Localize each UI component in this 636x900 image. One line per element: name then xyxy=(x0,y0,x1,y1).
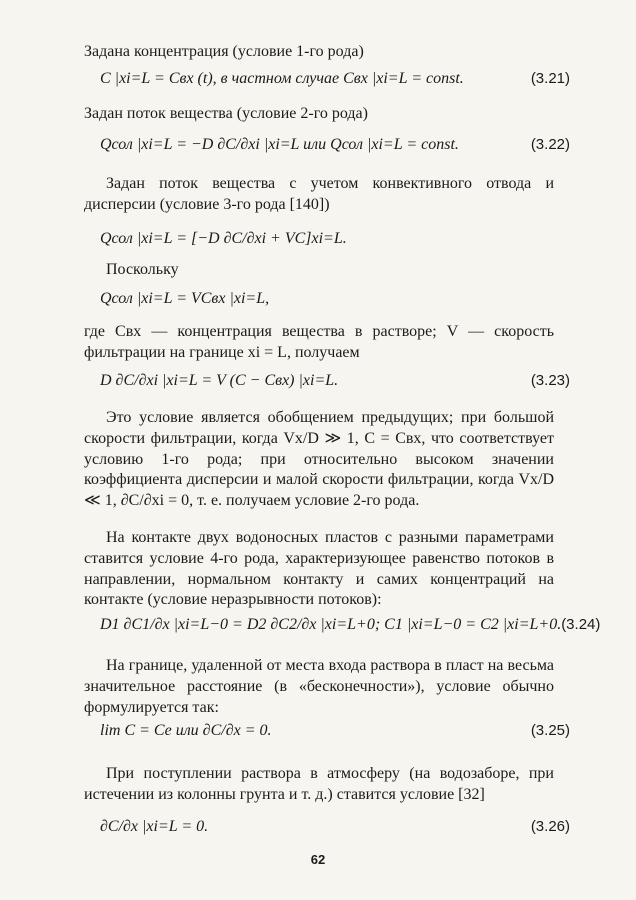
equation-number: (3.24) xyxy=(561,616,601,634)
equation-3-21 xyxy=(100,62,570,96)
equation-formula: ∂C/∂x |xi=L = 0. xyxy=(100,817,209,835)
equation-number: (3.26) xyxy=(530,818,570,836)
equation-formula: C |xi=L = Cвх (t), в частном случае Cвх |xi=L = const. xyxy=(100,69,464,87)
equation-formula: lim C = Ce или ∂C/∂x = 0. xyxy=(100,721,272,739)
equation-formula: D1 ∂C1/∂x |xi=L−0 = D2 ∂C2/∂x |xi=L+0; C1 |xi=L−0 = C2 |xi=L+0. xyxy=(100,615,562,633)
equation-number: (3.22) xyxy=(530,136,570,154)
equation-formula: Qсол |xi=L = VCвх |xi=L, xyxy=(100,289,270,307)
paragraph-3: Задан поток вещества с учетом конвективного отвода и дисперсии (условие 3-го рода [140]) xyxy=(84,175,554,213)
equation-qsol xyxy=(100,282,570,316)
equation-formula: Qсол |xi=L = [−D ∂C/∂xi + VC]xi=L. xyxy=(100,229,347,247)
equation-formula: Qсол |xi=L = −D ∂C/∂xi |xi=L или Qсол |xi=L = const. xyxy=(100,135,459,153)
equation-number: (3.25) xyxy=(530,722,570,740)
paragraph-2: Задан поток вещества (условие 2-го рода) xyxy=(84,105,368,122)
equation-number: (3.21) xyxy=(530,70,570,88)
paragraph-6: Это условие является обобщением предыдущих; при большой скорости фильтрации, когда Vx/D ≫ 1, C = Cвх, что соответствует условию 1-го рода; при относительно высоком значении коэффициента дисперсии и малой скорости фильтрации, когда Vx/D ≪ 1, ∂C/∂xi = 0, т. е. получаем условие 2-го рода. xyxy=(84,409,554,510)
equation-3-26 xyxy=(100,810,570,844)
paragraph-5: где Cвх — концентрация вещества в растворе; V — скорость фильтрации на границе xi = L, получаем xyxy=(84,323,554,361)
equation-formula: D ∂C/∂xi |xi=L = V (C − Cвх) |xi=L. xyxy=(100,371,339,389)
equation-3-22 xyxy=(100,128,570,162)
paragraph-8: На границе, удаленной от места входа раствора в пласт на весьма значительное расстояние (в «бесконечности»), условие обычно формулируется так: xyxy=(84,657,554,716)
paragraph-9: При поступлении раствора в атмосферу (на водозаборе, при истечении из колонны грунта и т. д.) ставится условие [32] xyxy=(84,765,554,803)
equation-3-25 xyxy=(100,714,570,748)
paragraph-1: Задана концентрация (условие 1-го рода) xyxy=(84,43,364,60)
page-number: 62 xyxy=(310,852,326,867)
paragraph-4: Поскольку xyxy=(106,261,179,278)
equation-3-22b xyxy=(100,222,570,256)
equation-3-24 xyxy=(100,608,601,642)
paragraph-7: На контакте двух водоносных пластов с разными параметрами ставится условие 4-го рода, характеризующее равенство потоков в направлении, нормальном контакту и самих концентраций на контакте (условие неразрывности потоков): xyxy=(84,529,554,609)
equation-number: (3.23) xyxy=(530,372,570,390)
equation-3-23 xyxy=(100,364,570,398)
